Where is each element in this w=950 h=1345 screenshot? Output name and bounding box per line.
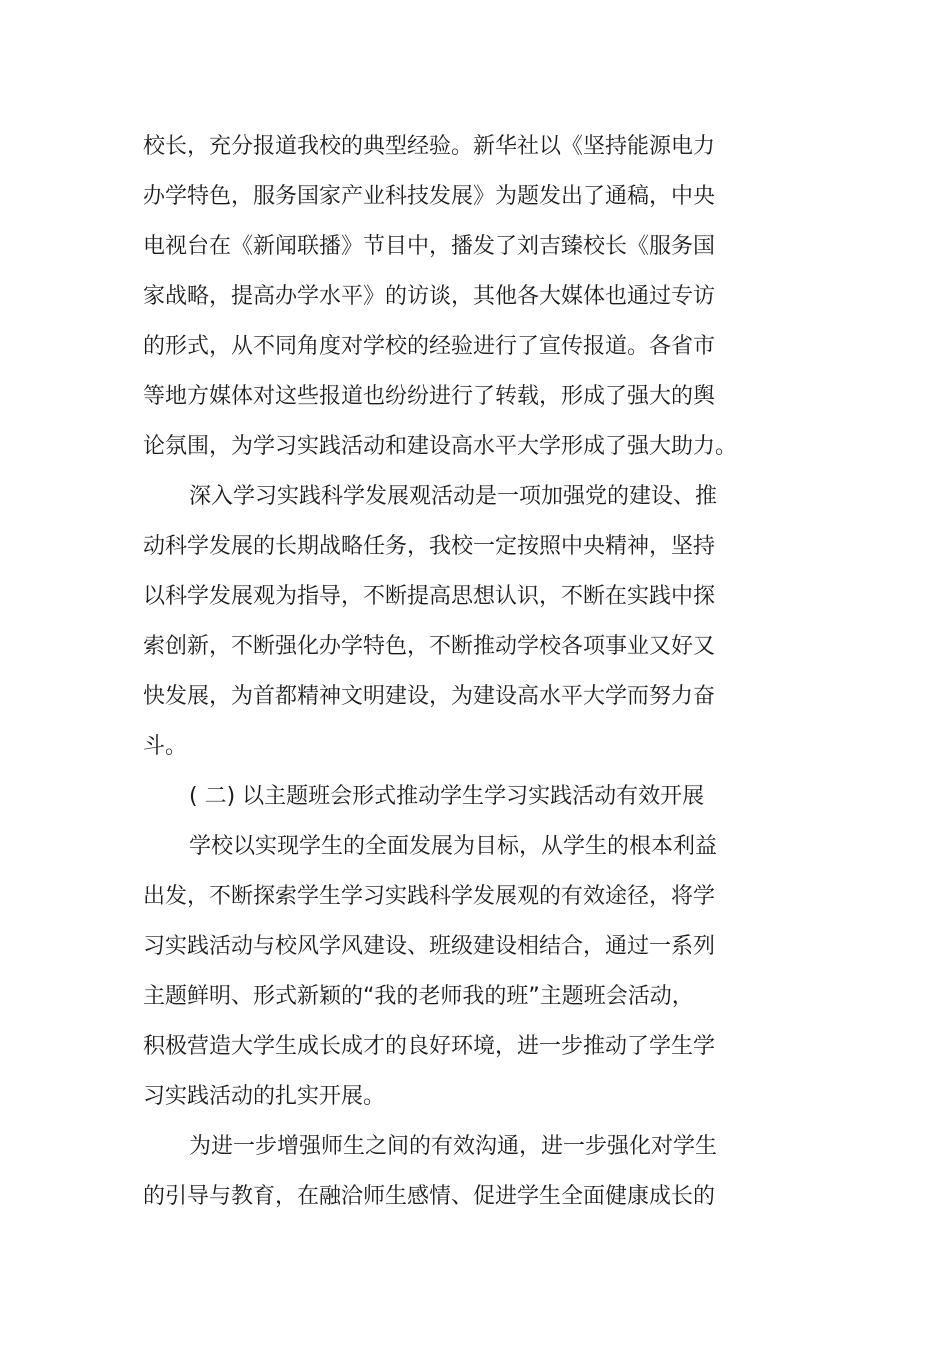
text-line: 快发展，为首都精神文明建设，为建设高水平大学而努力奋 — [143, 684, 716, 709]
text-line: 出发，不断探索学生学习实践科学发展观的有效途径，将学 — [143, 884, 716, 909]
text-line: 电视台在《新闻联播》节目中，播发了刘吉臻校长《服务国 — [143, 234, 716, 259]
text-line: 斗。 — [143, 734, 188, 759]
paragraph-first-line: 学校以实现学生的全面发展为目标，从学生的根本利益 — [189, 834, 718, 859]
paragraph-first-line: 深入学习实践科学发展观活动是一项加强党的建设、推 — [189, 484, 718, 509]
body-text — [143, 122, 763, 1222]
text-line: 积极营造大学生成长成才的良好环境，进一步推动了学生学 — [143, 1034, 716, 1059]
text-line: 索创新，不断强化办学特色，不断推动学校各项事业又好又 — [143, 634, 716, 659]
text-line: 习实践活动与校风学风建设、班级建设相结合，通过一系列 — [143, 934, 716, 959]
section-heading: ( 二) 以主题班会形式推动学生学习实践活动有效开展 — [189, 784, 705, 809]
text-line: 论氛围，为学习实践活动和建设高水平大学形成了强大助力。 — [143, 434, 738, 459]
text-line: 办学特色，服务国家产业科技发展》为题发出了通稿，中央 — [143, 184, 716, 209]
text-line: 的形式，从不同角度对学校的经验进行了宣传报道。各省市 — [143, 334, 716, 359]
text-line: 习实践活动的扎实开展。 — [143, 1084, 386, 1109]
text-line: 等地方媒体对这些报道也纷纷进行了转载，形成了强大的舆 — [143, 384, 716, 409]
text-line: 校长，充分报道我校的典型经验。新华社以《坚持能源电力 — [143, 134, 716, 159]
paragraph-first-line: 为进一步增强师生之间的有效沟通，进一步强化对学生 — [189, 1134, 718, 1159]
text-line: 的引导与教育，在融洽师生感情、促进学生全面健康成长的 — [143, 1184, 716, 1209]
text-line: 家战略，提高办学水平》的访谈，其他各大媒体也通过专访 — [143, 284, 716, 309]
text-line: 动科学发展的长期战略任务，我校一定按照中央精神，坚持 — [143, 534, 716, 559]
text-line: 主题鲜明、形式新颖的“我的老师我的班”主题班会活动， — [143, 984, 694, 1009]
text-line: 以科学发展观为指导，不断提高思想认识，不断在实践中探 — [143, 584, 716, 609]
